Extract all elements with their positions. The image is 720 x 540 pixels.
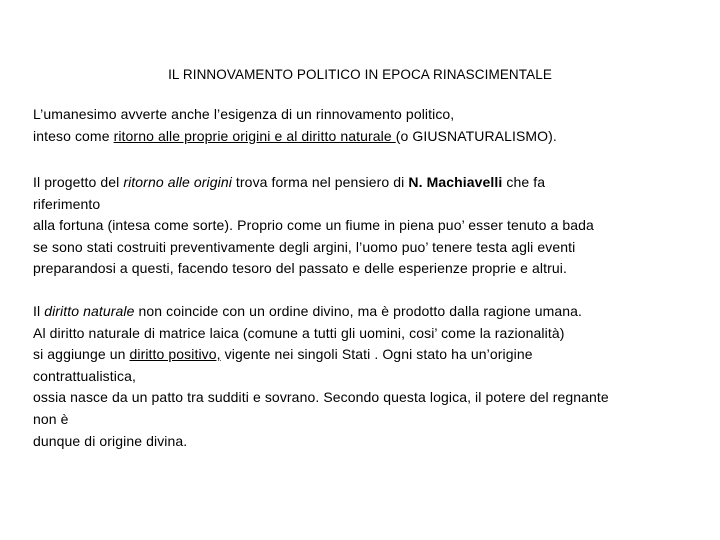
bold-text: N. Machiavelli — [408, 174, 503, 190]
text-segment: non coincide con un ordine divino, ma è prodotto dalla ragione umana. — [134, 303, 583, 319]
underlined-text: ritorno alle proprie origini e al diritto naturale — [113, 127, 396, 144]
text-line: preparandosi a questi, facendo tesoro del passato e delle esperienze proprie e altrui. — [33, 260, 567, 277]
text-line: riferimento — [33, 195, 101, 212]
text-segment: inteso come — [33, 127, 114, 144]
text-segment: vigente nei singoli Stati . Ogni stato ha un’origine — [220, 346, 533, 363]
text-line: Al diritto naturale di matrice laica (comune a tutti gli uomini, cosi’ come la razionalità) — [33, 324, 565, 341]
text-segment: Il progetto del — [33, 174, 124, 190]
text-line: ossia nasce da un patto tra sudditi e sovrano. Secondo questa logica, il potere del regnante — [33, 389, 609, 406]
text-line — [33, 172, 703, 194]
text-line — [33, 344, 703, 366]
paragraph-machiavelli — [33, 172, 703, 280]
text-line: contrattualistica, — [33, 367, 136, 384]
slide-title: IL RINNOVAMENTO POLITICO IN EPOCA RINASCIMENTALE — [168, 67, 552, 82]
text-line: dunque di origine divina. — [33, 432, 188, 449]
text-segment: che fa — [502, 174, 546, 190]
text-line: se sono stati costruiti preventivamente degli argini, l’uomo puo’ tenere testa agli eventi — [33, 238, 576, 255]
text-line — [33, 301, 703, 323]
text-line — [33, 126, 703, 148]
text-segment: si aggiunge un — [33, 346, 130, 363]
text-segment: trova forma nel pensiero di — [231, 174, 409, 190]
underlined-text: diritto positivo, — [129, 346, 221, 363]
italic-text: ritorno alle origini — [123, 174, 232, 190]
paragraph-umanesimo — [33, 104, 703, 147]
text-segment: Il — [33, 303, 45, 319]
text-segment: (o GIUSNATURALISMO). — [395, 127, 557, 144]
text-line: non è — [33, 410, 69, 427]
paragraph-diritto-naturale — [33, 301, 703, 452]
italic-text: diritto naturale — [44, 303, 135, 319]
text-line: alla fortuna (intesa come sorte). Proprio come un fiume in piena puo’ esser tenuto a bada — [33, 217, 594, 234]
text-line: L’umanesimo avverte anche l’esigenza di un rinnovamento politico, — [33, 106, 455, 122]
